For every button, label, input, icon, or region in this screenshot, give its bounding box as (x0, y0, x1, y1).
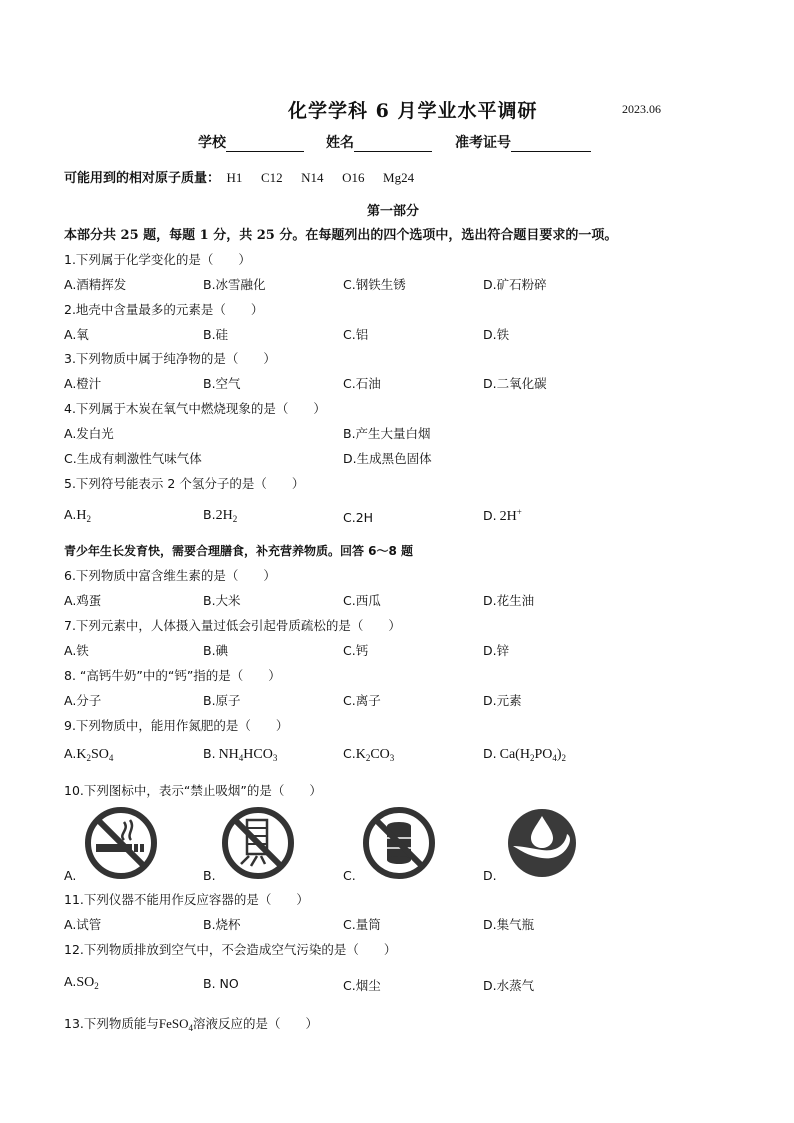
q5-option-c[interactable]: C.2H (343, 510, 374, 525)
q6-option-a[interactable]: A.鸡蛋 (64, 593, 102, 608)
q12-option-a-letter: A. (64, 974, 77, 989)
part-title: 第一部分 (367, 204, 420, 219)
q9-option-c[interactable] (343, 746, 394, 763)
q4-option-c[interactable]: C.生成有刺激性气味气体 (64, 451, 202, 466)
name-blank[interactable] (354, 137, 432, 152)
q2-option-a[interactable]: A.氧 (64, 327, 89, 342)
q9-option-b-letter: B. (203, 746, 216, 761)
q12-option-a[interactable] (64, 974, 99, 991)
atomic-mass-label: 可能用到的相对原子质量： (64, 171, 221, 186)
formula-2h-plus: 2H+ (499, 507, 522, 524)
q12-option-d[interactable]: D.水蒸气 (483, 978, 535, 993)
school-blank[interactable] (226, 137, 304, 152)
q1-option-d[interactable]: D.矿石粉碎 (483, 277, 547, 292)
group-note: 青少年生长发育快，需要合理膳食，补充营养物质。回答 6～8 题 (64, 544, 414, 558)
question-11-stem: 11.下列仪器不能用作反应容器的是（ ） (64, 892, 309, 907)
q3-option-c[interactable]: C.石油 (343, 376, 381, 391)
q5-option-d[interactable] (483, 507, 522, 525)
q11-option-c[interactable]: C.量筒 (343, 917, 381, 932)
q6-option-b[interactable]: B.大米 (203, 593, 241, 608)
q5-option-b-letter: B. (203, 507, 216, 522)
q2-option-b[interactable]: B.硅 (203, 327, 229, 342)
question-9-stem: 9.下列物质中，能用作氮肥的是（ ） (64, 718, 289, 733)
q2-option-d[interactable]: D.铁 (483, 327, 510, 342)
question-2-stem: 2.地壳中含量最多的元素是（ ） (64, 302, 264, 317)
mass-n: N14 (301, 170, 324, 185)
q11-option-a[interactable]: A.试管 (64, 917, 102, 932)
q7-option-a[interactable]: A.铁 (64, 643, 89, 658)
q7-option-c[interactable]: C.钙 (343, 643, 369, 658)
q4-option-a[interactable]: A.发白光 (64, 426, 114, 441)
q9-option-b[interactable] (203, 746, 277, 763)
q10-option-d[interactable]: D. (483, 868, 497, 883)
water-saving-sign-icon[interactable] (505, 806, 579, 880)
q13-stem-post: 溶液反应的是（ ） (193, 1016, 319, 1031)
q9-option-d-letter: D. (483, 746, 497, 761)
q9-option-d[interactable] (483, 746, 566, 763)
q6-option-c[interactable]: C.西瓜 (343, 593, 381, 608)
formula-so2: $SO_2$ (76, 975, 99, 991)
question-12-stem: 12.下列物质排放到空气中，不会造成空气污染的是（ ） (64, 942, 397, 957)
q12-option-c[interactable]: C.烟尘 (343, 978, 381, 993)
question-13-stem (64, 1014, 318, 1033)
q13-stem-pre: 13.下列物质能与 (64, 1016, 159, 1031)
question-4-stem: 4.下列属于木炭在氧气中燃烧现象的是（ ） (64, 401, 326, 416)
page-title: 化学学科 6 月学业水平调研 (288, 100, 538, 122)
formula-h2: $H_2$ (76, 508, 91, 524)
school-label: 学校 (198, 135, 226, 151)
q9-option-a-letter: A. (64, 746, 77, 761)
q5-option-b[interactable] (203, 507, 237, 524)
q1-option-a[interactable]: A.酒精挥发 (64, 277, 127, 292)
q8-option-c[interactable]: C.离子 (343, 693, 381, 708)
atomic-mass-line (64, 167, 414, 186)
q3-option-b[interactable]: B.空气 (203, 376, 241, 391)
q8-option-d[interactable]: D.元素 (483, 693, 522, 708)
name-label: 姓名 (326, 135, 354, 151)
q11-option-b[interactable]: B.烧杯 (203, 917, 241, 932)
no-smoking-sign-icon[interactable] (84, 806, 158, 880)
formula-2h2: $2H_2$ (215, 508, 238, 524)
q9-option-c-letter: C. (343, 746, 356, 761)
question-8-stem: 8. “高钙牛奶”中的“钙”指的是（ ） (64, 668, 281, 683)
no-oil-drum-sign-icon[interactable] (362, 806, 436, 880)
exam-number-blank[interactable] (511, 137, 591, 152)
part-intro: 本部分共 25 题，每题 1 分，共 25 分。在每题列出的四个选项中，选出符合题目要求的一项。 (64, 228, 618, 243)
mass-h: H1 (226, 170, 243, 185)
question-7-stem: 7.下列元素中，人体摄入量过低会引起骨质疏松的是（ ） (64, 618, 401, 633)
question-3-stem: 3.下列物质中属于纯净物的是（ ） (64, 351, 276, 366)
q5-option-a-letter: A. (64, 507, 77, 522)
q9-option-a[interactable] (64, 746, 113, 763)
q4-option-d[interactable]: D.生成黑色固体 (343, 451, 432, 466)
q1-option-b[interactable]: B.冰雪融化 (203, 277, 266, 292)
formula-nh4hco3: $NH_4HCO_3$ (218, 747, 278, 763)
formula-ca-h2po4-2: $Ca(H_2PO_4)_2$ (499, 747, 567, 763)
q11-option-d[interactable]: D.集气瓶 (483, 917, 535, 932)
question-5-stem: 5.下列符号能表示 2 个氢分子的是（ ） (64, 476, 305, 491)
q7-option-d[interactable]: D.锌 (483, 643, 510, 658)
mass-o: O16 (342, 170, 365, 185)
mass-c: C12 (260, 170, 283, 185)
q8-option-b[interactable]: B.原子 (203, 693, 241, 708)
q6-option-d[interactable]: D.花生油 (483, 593, 535, 608)
q3-option-d[interactable]: D.二氧化碳 (483, 376, 547, 391)
q4-option-b[interactable]: B.产生大量白烟 (343, 426, 431, 441)
q1-option-c[interactable]: C.钢铁生锈 (343, 277, 406, 292)
question-10-stem: 10.下列图标中，表示“禁止吸烟”的是（ ） (64, 783, 322, 798)
q12-option-b[interactable]: B. NO (203, 976, 239, 991)
school-field[interactable] (198, 132, 304, 152)
q7-option-b[interactable]: B.碘 (203, 643, 229, 658)
formula-feso4: FeSO$_4$ (158, 1016, 194, 1033)
formula-k2so4: $K_2SO_4$ (76, 747, 114, 763)
q5-option-d-letter: D. (483, 508, 497, 523)
question-6-stem: 6.下列物质中富含维生素的是（ ） (64, 568, 276, 583)
formula-k2co3: $K_2CO_3$ (355, 747, 395, 763)
q3-option-a[interactable]: A.橙汁 (64, 376, 102, 391)
q8-option-a[interactable]: A.分子 (64, 693, 102, 708)
q10-option-a[interactable]: A. (64, 868, 77, 883)
q5-option-a[interactable] (64, 507, 91, 524)
exam-number-label: 准考证号 (455, 135, 511, 151)
mass-mg: Mg24 (383, 170, 415, 185)
exam-date: 2023.06 (622, 102, 661, 116)
no-fireworks-sign-icon[interactable] (221, 806, 295, 880)
name-field[interactable] (326, 132, 432, 152)
q2-option-c[interactable]: C.铝 (343, 327, 369, 342)
exam-number-field[interactable] (455, 132, 591, 152)
q10-option-c[interactable]: C. (343, 868, 356, 883)
question-1-stem: 1.下列属于化学变化的是（ ） (64, 252, 251, 267)
q10-option-b[interactable]: B. (203, 868, 216, 883)
